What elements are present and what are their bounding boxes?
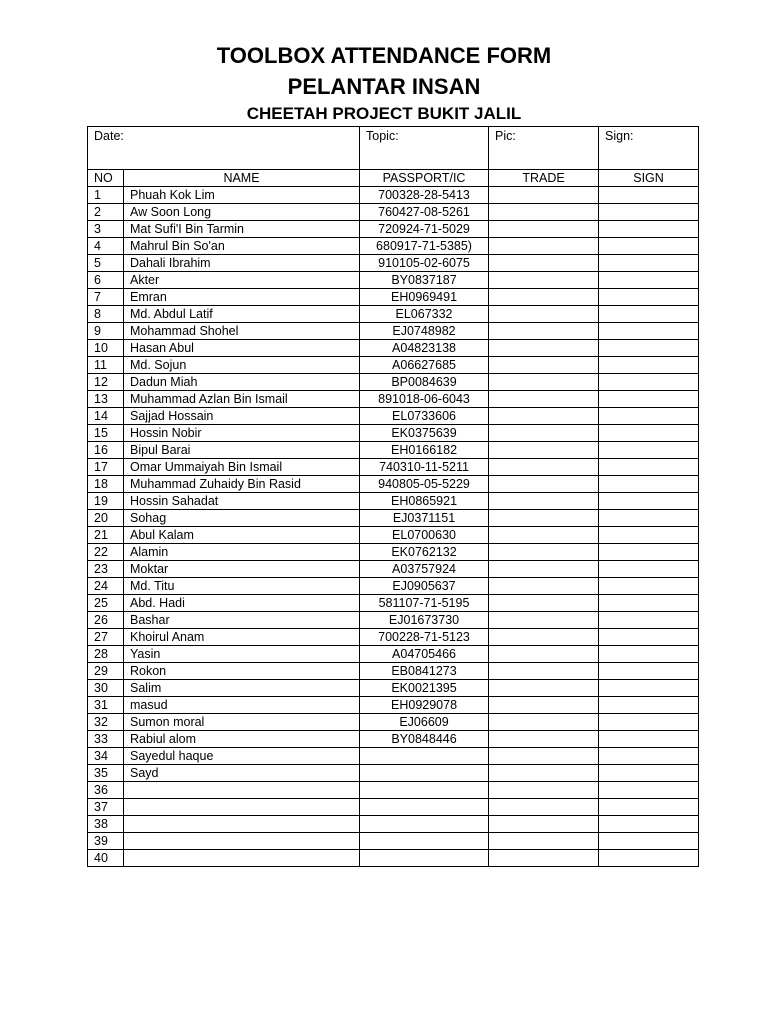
table-row	[88, 289, 699, 306]
table-row	[88, 833, 699, 850]
project-name: CHEETAH PROJECT BUKIT JALIL	[246, 104, 522, 123]
row-passport: 700328-28-5413	[360, 187, 489, 204]
row-number: 37	[88, 799, 124, 816]
table-row	[88, 544, 699, 561]
row-sign-cell[interactable]	[599, 714, 699, 731]
row-name: Abd. Hadi	[124, 595, 360, 612]
table-row	[88, 850, 699, 867]
row-passport: EJ0748982	[360, 323, 489, 340]
row-trade-cell[interactable]	[489, 442, 599, 459]
row-trade-cell[interactable]	[489, 238, 599, 255]
column-header-row	[88, 170, 699, 187]
table-row	[88, 340, 699, 357]
row-passport: 910105-02-6075	[360, 255, 489, 272]
sign-field[interactable]	[599, 127, 699, 170]
row-name: Omar Ummaiyah Bin Ismail	[124, 459, 360, 476]
table-row	[88, 595, 699, 612]
row-trade-cell[interactable]	[489, 425, 599, 442]
row-trade-cell[interactable]	[489, 476, 599, 493]
row-name: Yasin	[124, 646, 360, 663]
row-trade-cell[interactable]	[489, 255, 599, 272]
table-row	[88, 646, 699, 663]
row-name: Phuah Kok Lim	[124, 187, 360, 204]
row-name	[124, 833, 360, 850]
row-number: 19	[88, 493, 124, 510]
row-trade-cell[interactable]	[489, 782, 599, 799]
table-row	[88, 221, 699, 238]
row-number: 2	[88, 204, 124, 221]
row-number: 34	[88, 748, 124, 765]
row-sign-cell[interactable]	[599, 340, 699, 357]
row-sign-cell[interactable]	[599, 476, 699, 493]
row-trade-cell[interactable]	[489, 340, 599, 357]
row-passport: A04823138	[360, 340, 489, 357]
row-number: 7	[88, 289, 124, 306]
row-trade-cell[interactable]	[489, 510, 599, 527]
row-passport	[360, 765, 489, 782]
row-sign-cell[interactable]	[599, 408, 699, 425]
row-sign-cell[interactable]	[599, 374, 699, 391]
row-sign-cell[interactable]	[599, 221, 699, 238]
row-name: Mohammad Shohel	[124, 323, 360, 340]
row-trade-cell[interactable]	[489, 544, 599, 561]
row-sign-cell[interactable]	[599, 595, 699, 612]
row-number: 16	[88, 442, 124, 459]
table-row	[88, 799, 699, 816]
row-passport: EK0021395	[360, 680, 489, 697]
row-name: Muhammad Azlan Bin Ismail	[124, 391, 360, 408]
row-number: 20	[88, 510, 124, 527]
row-passport	[360, 782, 489, 799]
row-passport: EJ0371151	[360, 510, 489, 527]
row-sign-cell[interactable]	[599, 578, 699, 595]
row-sign-cell[interactable]	[599, 697, 699, 714]
row-name: Sayd	[124, 765, 360, 782]
row-passport: 680917-71-5385)	[360, 238, 489, 255]
row-name: Md. Titu	[124, 578, 360, 595]
row-trade-cell[interactable]	[489, 306, 599, 323]
row-trade-cell[interactable]	[489, 493, 599, 510]
row-number: 17	[88, 459, 124, 476]
row-sign-cell[interactable]	[599, 459, 699, 476]
row-name: Dadun Miah	[124, 374, 360, 391]
row-sign-cell[interactable]	[599, 527, 699, 544]
row-name: Abul Kalam	[124, 527, 360, 544]
row-trade-cell[interactable]	[489, 204, 599, 221]
row-number: 35	[88, 765, 124, 782]
table-row	[88, 663, 699, 680]
row-number: 13	[88, 391, 124, 408]
table-row	[88, 255, 699, 272]
row-passport: BY0848446	[360, 731, 489, 748]
row-sign-cell[interactable]	[599, 493, 699, 510]
table-row	[88, 629, 699, 646]
row-trade-cell[interactable]	[489, 612, 599, 629]
row-passport: EJ0905637	[360, 578, 489, 595]
row-number: 1	[88, 187, 124, 204]
row-passport: EH0969491	[360, 289, 489, 306]
table-row	[88, 391, 699, 408]
table-row	[88, 306, 699, 323]
row-name: Akter	[124, 272, 360, 289]
row-sign-cell[interactable]	[599, 187, 699, 204]
row-number: 27	[88, 629, 124, 646]
row-name: Bashar	[124, 612, 360, 629]
row-number: 4	[88, 238, 124, 255]
row-name: Hossin Nobir	[124, 425, 360, 442]
row-trade-cell[interactable]	[489, 629, 599, 646]
row-trade-cell[interactable]	[489, 799, 599, 816]
row-trade-cell[interactable]	[489, 663, 599, 680]
row-name: masud	[124, 697, 360, 714]
row-passport: BP0084639	[360, 374, 489, 391]
row-number: 30	[88, 680, 124, 697]
table-row	[88, 187, 699, 204]
row-name: Md. Sojun	[124, 357, 360, 374]
row-name: Sohag	[124, 510, 360, 527]
row-name: Dahali Ibrahim	[124, 255, 360, 272]
row-number: 39	[88, 833, 124, 850]
row-passport: EJ06609	[360, 714, 489, 731]
row-sign-cell[interactable]	[599, 680, 699, 697]
row-sign-cell[interactable]	[599, 833, 699, 850]
row-passport: EH0166182	[360, 442, 489, 459]
row-name: Salim	[124, 680, 360, 697]
row-sign-cell[interactable]	[599, 561, 699, 578]
row-number: 5	[88, 255, 124, 272]
row-passport	[360, 799, 489, 816]
table-row	[88, 816, 699, 833]
row-trade-cell[interactable]	[489, 680, 599, 697]
row-name: Alamin	[124, 544, 360, 561]
column-header-name: NAME	[124, 170, 360, 187]
row-name: Mahrul Bin So'an	[124, 238, 360, 255]
table-row	[88, 714, 699, 731]
table-row	[88, 612, 699, 629]
row-name: Moktar	[124, 561, 360, 578]
row-passport: EL0733606	[360, 408, 489, 425]
table-row	[88, 527, 699, 544]
table-row	[88, 680, 699, 697]
row-passport: EB0841273	[360, 663, 489, 680]
form-title: TOOLBOX ATTENDANCE FORM	[216, 43, 552, 68]
form-header-row	[88, 127, 699, 170]
row-trade-cell[interactable]	[489, 374, 599, 391]
row-name: Mat Sufi'I Bin Tarmin	[124, 221, 360, 238]
row-passport: EL0700630	[360, 527, 489, 544]
row-sign-cell[interactable]	[599, 272, 699, 289]
row-passport: A03757924	[360, 561, 489, 578]
row-sign-cell[interactable]	[599, 204, 699, 221]
date-label: Date:	[94, 129, 124, 143]
row-sign-cell[interactable]	[599, 391, 699, 408]
row-sign-cell[interactable]	[599, 357, 699, 374]
row-trade-cell[interactable]	[489, 323, 599, 340]
table-row	[88, 578, 699, 595]
row-trade-cell[interactable]	[489, 561, 599, 578]
row-passport: BY0837187	[360, 272, 489, 289]
row-number: 33	[88, 731, 124, 748]
row-passport: 581107-71-5195	[360, 595, 489, 612]
row-name: Aw Soon Long	[124, 204, 360, 221]
sign-label: Sign:	[605, 129, 634, 143]
row-name: Sayedul haque	[124, 748, 360, 765]
row-number: 9	[88, 323, 124, 340]
table-row	[88, 697, 699, 714]
row-name: Muhammad Zuhaidy Bin Rasid	[124, 476, 360, 493]
row-passport	[360, 816, 489, 833]
row-passport: A04705466	[360, 646, 489, 663]
row-name	[124, 799, 360, 816]
row-sign-cell[interactable]	[599, 748, 699, 765]
row-passport: EH0865921	[360, 493, 489, 510]
table-row	[88, 408, 699, 425]
row-number: 22	[88, 544, 124, 561]
pic-field[interactable]	[489, 127, 599, 170]
column-header-no: NO	[88, 170, 124, 187]
row-trade-cell[interactable]	[489, 697, 599, 714]
row-sign-cell[interactable]	[599, 510, 699, 527]
row-name: Hasan Abul	[124, 340, 360, 357]
row-name: Md. Abdul Latif	[124, 306, 360, 323]
row-number: 36	[88, 782, 124, 799]
row-passport: EJ01673730	[360, 612, 489, 629]
row-sign-cell[interactable]	[599, 782, 699, 799]
row-trade-cell[interactable]	[489, 221, 599, 238]
row-sign-cell[interactable]	[599, 238, 699, 255]
row-name: Emran	[124, 289, 360, 306]
row-sign-cell[interactable]	[599, 731, 699, 748]
row-trade-cell[interactable]	[489, 527, 599, 544]
table-row	[88, 765, 699, 782]
row-name: Hossin Sahadat	[124, 493, 360, 510]
row-number: 25	[88, 595, 124, 612]
pic-label: Pic:	[495, 129, 516, 143]
row-number: 12	[88, 374, 124, 391]
row-passport: 700228-71-5123	[360, 629, 489, 646]
row-passport: EK0762132	[360, 544, 489, 561]
row-number: 32	[88, 714, 124, 731]
row-trade-cell[interactable]	[489, 272, 599, 289]
table-row	[88, 357, 699, 374]
date-field[interactable]	[88, 127, 360, 170]
table-row	[88, 731, 699, 748]
row-sign-cell[interactable]	[599, 629, 699, 646]
row-name	[124, 816, 360, 833]
table-row	[88, 323, 699, 340]
row-number: 40	[88, 850, 124, 867]
row-name: Sajjad Hossain	[124, 408, 360, 425]
row-passport: EH0929078	[360, 697, 489, 714]
row-passport: 891018-06-6043	[360, 391, 489, 408]
table-row	[88, 476, 699, 493]
table-row	[88, 204, 699, 221]
row-sign-cell[interactable]	[599, 799, 699, 816]
row-sign-cell[interactable]	[599, 850, 699, 867]
row-number: 8	[88, 306, 124, 323]
row-number: 23	[88, 561, 124, 578]
row-number: 6	[88, 272, 124, 289]
row-number: 3	[88, 221, 124, 238]
table-row	[88, 459, 699, 476]
row-passport: EK0375639	[360, 425, 489, 442]
row-trade-cell[interactable]	[489, 408, 599, 425]
row-sign-cell[interactable]	[599, 663, 699, 680]
row-sign-cell[interactable]	[599, 765, 699, 782]
row-name: Sumon moral	[124, 714, 360, 731]
row-trade-cell[interactable]	[489, 187, 599, 204]
table-row	[88, 238, 699, 255]
row-number: 10	[88, 340, 124, 357]
table-row	[88, 425, 699, 442]
column-header-passport: PASSPORT/IC	[360, 170, 489, 187]
row-number: 18	[88, 476, 124, 493]
row-number: 38	[88, 816, 124, 833]
row-trade-cell[interactable]	[489, 646, 599, 663]
row-trade-cell[interactable]	[489, 850, 599, 867]
row-name: Rabiul alom	[124, 731, 360, 748]
column-header-sign: SIGN	[599, 170, 699, 187]
row-trade-cell[interactable]	[489, 748, 599, 765]
row-trade-cell[interactable]	[489, 595, 599, 612]
row-name: Bipul Barai	[124, 442, 360, 459]
row-passport: EL067332	[360, 306, 489, 323]
row-passport: 760427-08-5261	[360, 204, 489, 221]
row-name	[124, 850, 360, 867]
row-sign-cell[interactable]	[599, 323, 699, 340]
row-number: 11	[88, 357, 124, 374]
row-sign-cell[interactable]	[599, 289, 699, 306]
row-name: Rokon	[124, 663, 360, 680]
row-trade-cell[interactable]	[489, 731, 599, 748]
row-passport: 940805-05-5229	[360, 476, 489, 493]
row-passport: 740310-11-5211	[360, 459, 489, 476]
row-sign-cell[interactable]	[599, 544, 699, 561]
row-number: 31	[88, 697, 124, 714]
row-passport	[360, 748, 489, 765]
row-sign-cell[interactable]	[599, 816, 699, 833]
row-trade-cell[interactable]	[489, 459, 599, 476]
column-header-trade: TRADE	[489, 170, 599, 187]
row-number: 26	[88, 612, 124, 629]
table-row	[88, 782, 699, 799]
row-sign-cell[interactable]	[599, 646, 699, 663]
table-row	[88, 272, 699, 289]
row-sign-cell[interactable]	[599, 442, 699, 459]
row-trade-cell[interactable]	[489, 714, 599, 731]
attendance-table	[87, 126, 699, 867]
row-trade-cell[interactable]	[489, 289, 599, 306]
row-name	[124, 782, 360, 799]
row-trade-cell[interactable]	[489, 833, 599, 850]
row-number: 14	[88, 408, 124, 425]
row-number: 24	[88, 578, 124, 595]
row-number: 29	[88, 663, 124, 680]
row-trade-cell[interactable]	[489, 357, 599, 374]
row-sign-cell[interactable]	[599, 612, 699, 629]
table-row	[88, 374, 699, 391]
row-passport	[360, 850, 489, 867]
table-row	[88, 510, 699, 527]
row-number: 21	[88, 527, 124, 544]
row-number: 15	[88, 425, 124, 442]
row-passport	[360, 833, 489, 850]
row-trade-cell[interactable]	[489, 816, 599, 833]
row-passport: 720924-71-5029	[360, 221, 489, 238]
row-number: 28	[88, 646, 124, 663]
table-row	[88, 493, 699, 510]
row-sign-cell[interactable]	[599, 425, 699, 442]
topic-field[interactable]	[360, 127, 489, 170]
topic-label: Topic:	[366, 129, 399, 143]
row-sign-cell[interactable]	[599, 255, 699, 272]
row-trade-cell[interactable]	[489, 391, 599, 408]
row-passport: A06627685	[360, 357, 489, 374]
table-row	[88, 561, 699, 578]
row-sign-cell[interactable]	[599, 306, 699, 323]
table-row	[88, 442, 699, 459]
row-name: Khoirul Anam	[124, 629, 360, 646]
row-trade-cell[interactable]	[489, 765, 599, 782]
row-trade-cell[interactable]	[489, 578, 599, 595]
table-row	[88, 748, 699, 765]
company-name: PELANTAR INSAN	[287, 74, 481, 99]
